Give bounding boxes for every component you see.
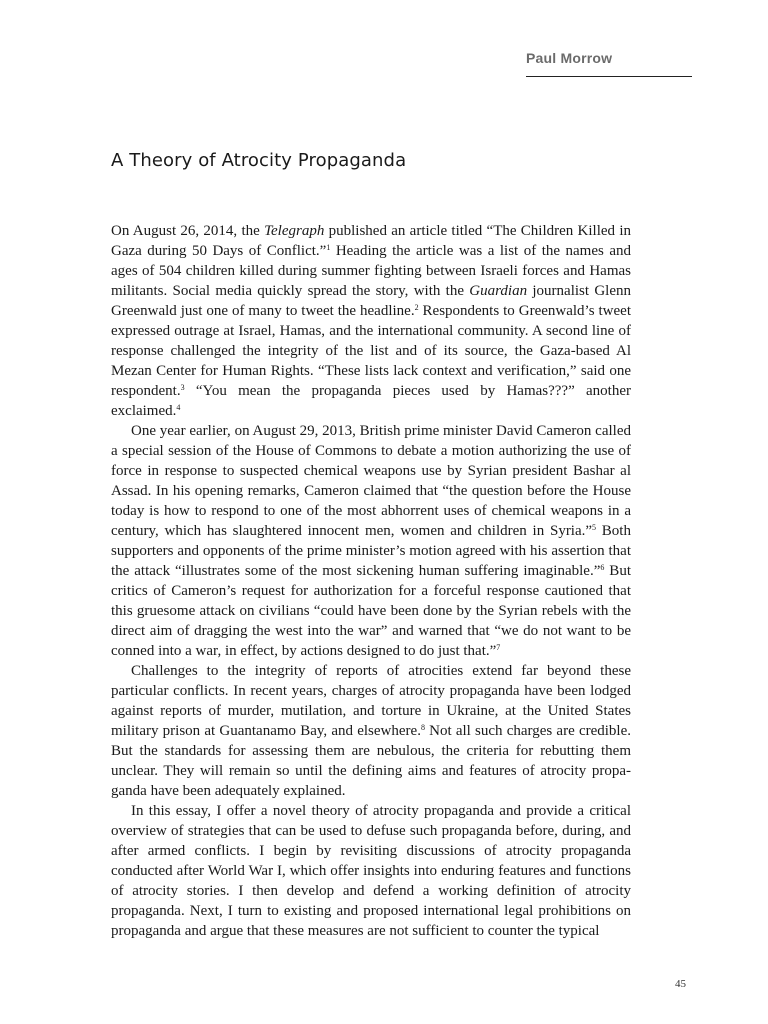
text-run: Heading the article was a list of the names and ages of 504 children killed during summer fighting between Israeli forces and Hamas militants. Social media quickly spread the story, with the [111, 243, 631, 299]
footnote-marker: 8 [420, 723, 425, 732]
text-run: published an article titled “The Children Killed in Gaza during 50 Days of Conflict.” [111, 223, 631, 259]
footnote-marker: 3 [180, 383, 185, 392]
italic-title: Telegraph [264, 223, 325, 239]
page-number: 45 [675, 978, 686, 990]
text-run: Respondents to Greenwald’s tweet expressed outrage at Israel, Hamas, and the international community. A second line of response challenged the integrity of the list and of its source, the Gaza-based Al Mezan Center for Human Rights. “These lists lack context and verification,” said one respondent. [111, 303, 631, 399]
body-paragraph [111, 421, 631, 661]
text-run: On August 26, 2014, the [111, 223, 265, 239]
text-run: One year earlier, on August 29, 2013, British prime minister David Cameron called a special session of the House of Commons to debate a motion authorizing the use of force in response to suspected chemical weapons use by Syrian president Bashar al Assad. In his opening remarks, Cameron claimed that “the question before the House today is how to respond to one of the most abhorrent uses of chemical weapons in a century, which has slaughtered innocent men, women and children in Syria.” [111, 423, 631, 539]
body-paragraph [111, 221, 631, 421]
footnote-marker: 5 [592, 523, 597, 532]
footnote-marker: 2 [414, 303, 419, 312]
text-run: Challenges to the integrity of reports of atrocities extend far beyond these particular conflicts. In recent years, charges of atrocity propaganda have been lodged against reports of murder, mutilation, and torture in Ukraine, at the United States military prison at Guantanamo Bay, and elsewhere. [111, 663, 631, 739]
text-run: In this essay, I offer a novel theory of atrocity propaganda and provide a critical overview of strategies that can be used to defuse such propaganda before, during, and after armed conflicts. I begin by revisiting discussions of atrocity propaganda conducted after World War I, which offer insights into enduring features and functions of atrocity stories. I then develop and defend a working definition of atrocity propaganda. Next, I turn to existing and proposed international legal prohibitions on propaganda and argue that these measures are not sufficient to counter the typical [111, 803, 631, 939]
article-title: A Theory of Atrocity Propaganda [111, 150, 407, 171]
body-paragraph [111, 801, 631, 941]
footnote-marker: 1 [326, 243, 331, 252]
text-run: But critics of Cameron’s request for authorization for a forceful response cautioned that this gruesome attack on civilians “could have been done by the Syrian rebels with the direct aim of dragging the west into the war” and warned that “we do not want to be conned into a war, in effect, by actions designed to do just that.” [111, 563, 631, 659]
body-paragraph [111, 661, 631, 801]
text-run: Not all such charges are credible. But the standards for assessing them are nebulous, the criteria for rebutting them unclear. They will remain so until the defining aims and features of atrocity propaganda have been adequately explained. [111, 723, 631, 799]
italic-title: Guardian [469, 283, 528, 299]
text-run: Both supporters and opponents of the prime minister’s motion agreed with his assertion that the attack “illustrates some of the most sickening human suffering imaginable.” [111, 523, 631, 579]
header-rule [526, 76, 692, 77]
article-body [111, 221, 631, 941]
text-run: journalist Glenn Greenwald just one of many to tweet the headline. [111, 283, 631, 319]
footnote-marker: 7 [496, 643, 501, 652]
footnote-marker: 4 [176, 403, 181, 412]
footnote-marker: 6 [600, 563, 605, 572]
running-head-author: Paul Morrow [526, 50, 613, 66]
text-run: “You mean the propaganda pieces used by Hamas???” another exclaimed. [111, 383, 631, 419]
